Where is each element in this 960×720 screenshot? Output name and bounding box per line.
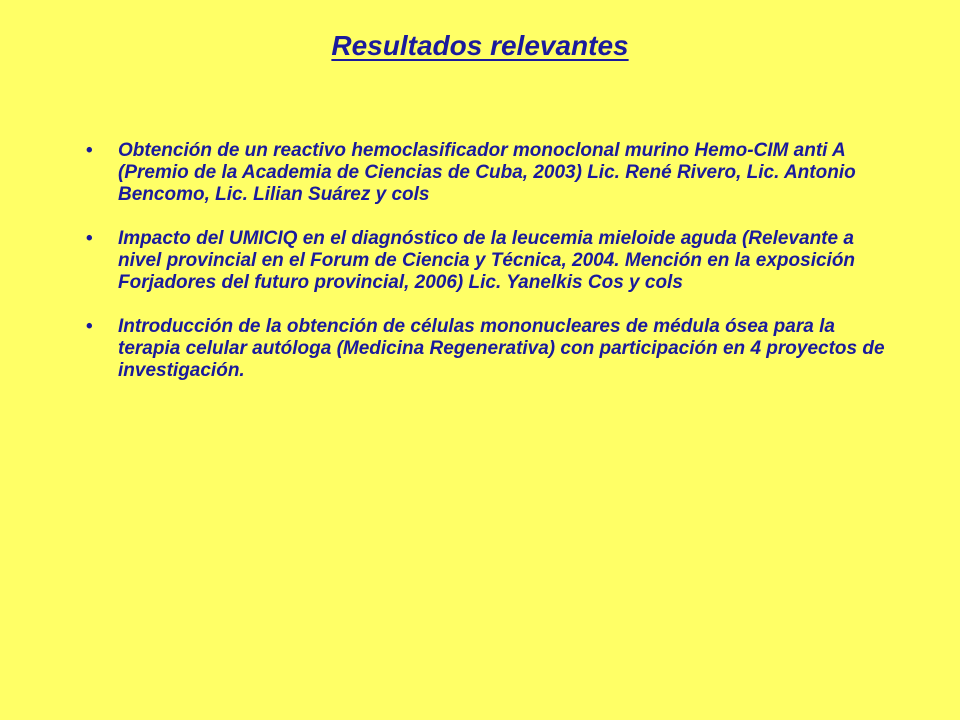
list-item-text: Introducción de la obtención de células mononucleares de médula ósea para la terapia celular autóloga (Medicina Regenerativa) con participación en 4 proyectos de investigación.: [118, 316, 885, 381]
bullet-list: [86, 140, 886, 404]
slide-title: Resultados relevantes: [331, 30, 629, 61]
list-item: [86, 140, 886, 206]
list-item: [86, 316, 886, 382]
list-item: [86, 228, 886, 294]
bullet-icon: •: [86, 228, 93, 249]
list-item-text: Obtención de un reactivo hemoclasificador monoclonal murino Hemo-CIM anti A (Premio de la Academia de Ciencias de Cuba, 2003) Lic. René Rivero, Lic. Antonio Bencomo, Lic. Lilian Suárez y cols: [118, 140, 856, 205]
bullet-icon: •: [86, 140, 93, 161]
bullet-icon: •: [86, 316, 93, 337]
list-item-text: Impacto del UMICIQ en el diagnóstico de la leucemia mieloide aguda (Relevante a nivel provincial en el Forum de Ciencia y Técnica, 2004. Mención en la exposición Forjadores del futuro provincial, 2006) Lic. Yanelkis Cos y cols: [118, 228, 856, 293]
